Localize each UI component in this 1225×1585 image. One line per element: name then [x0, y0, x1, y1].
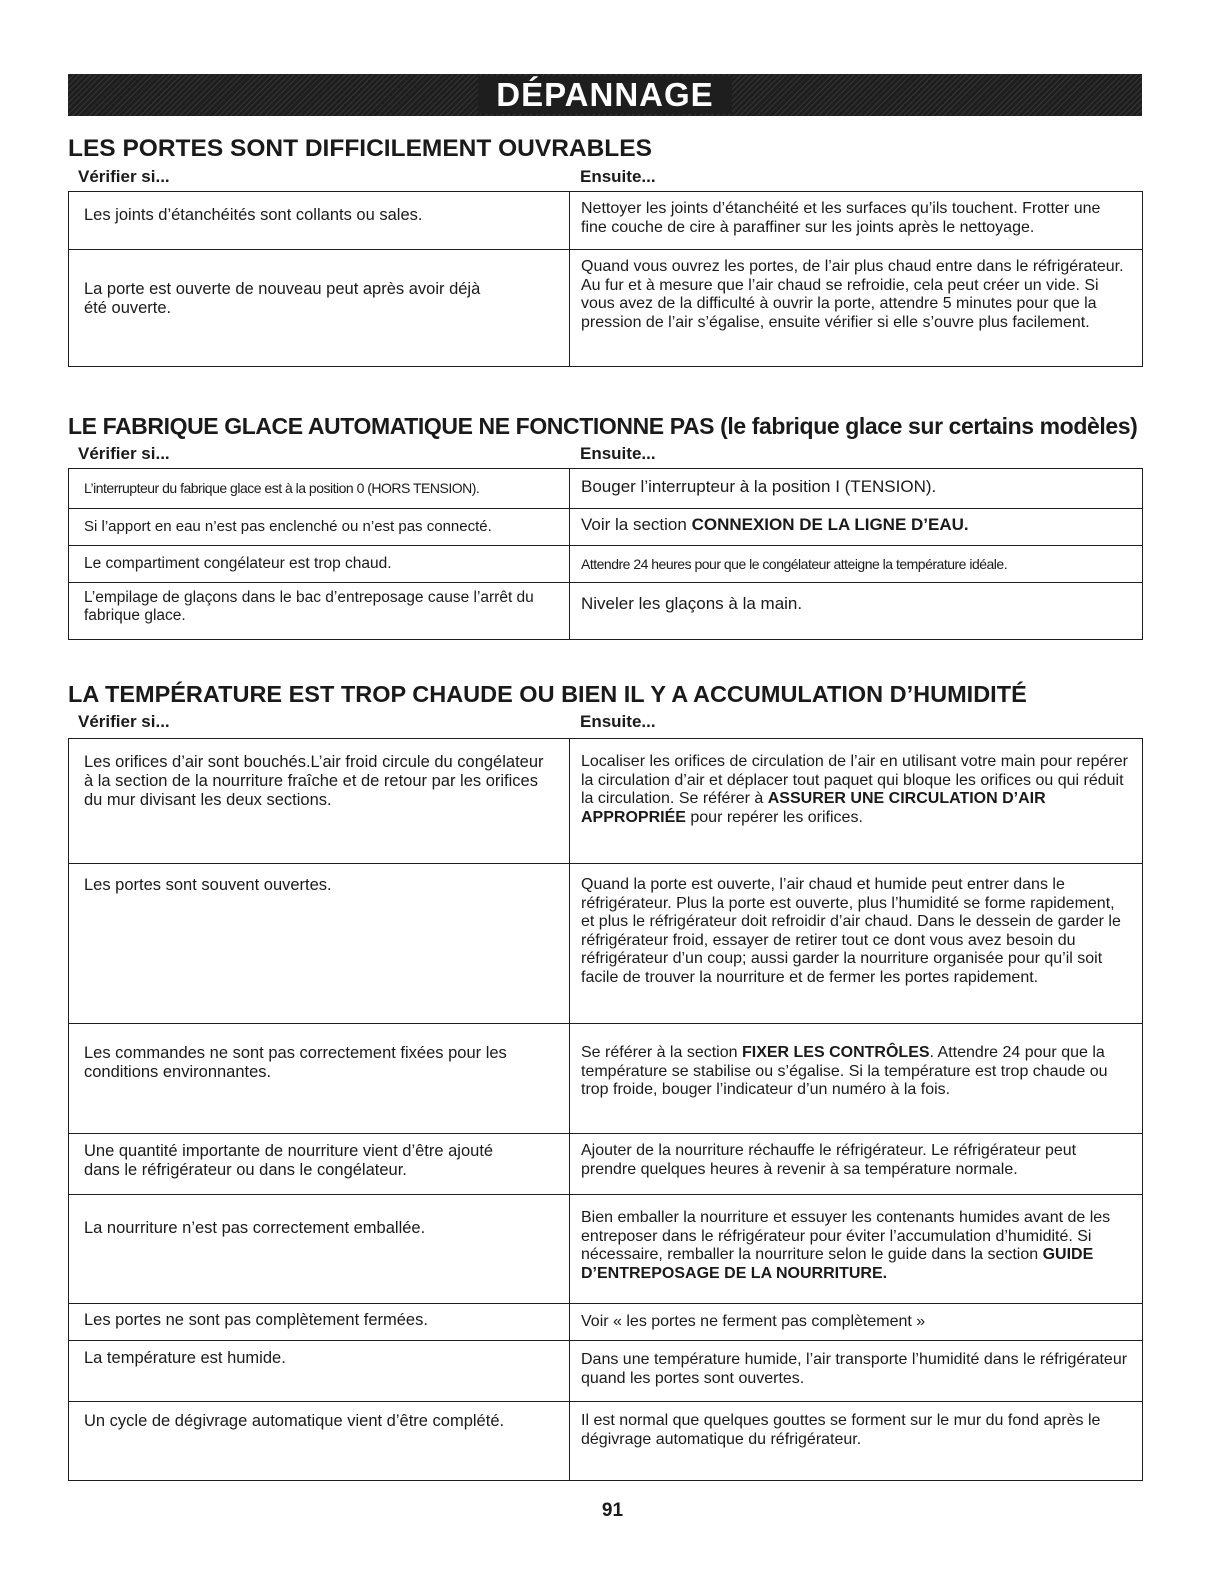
table-row [69, 509, 1142, 546]
section-reference: FIXER LES CONTRÔLES [741, 1044, 930, 1061]
page-number: 91 [601, 1500, 624, 1521]
check-cell: La porte est ouverte de nouveau peut après avoir déjà été ouverte. [69, 250, 570, 366]
section-banner [68, 74, 1142, 116]
check-cell: Les commandes ne sont pas correctement fixées pour les conditions environnantes. [69, 1024, 570, 1133]
column-header-check: Vérifier si... [78, 167, 170, 186]
section-reference: ASSURER UNE CIRCULATION D’AIR APPROPRIÉE [581, 790, 1046, 826]
solution-text: Bien emballer la nourriture et essuyer les contenants humides avant de les entreposer dans le réfrigérateur pour éviter l’accumulation d’humidité. Si nécessaire, remballer la nourriture selon le guide dans la section [581, 1209, 1111, 1263]
then-cell [570, 1195, 1142, 1303]
column-headers [68, 444, 1143, 468]
solution-text: Il est normal que quelques gouttes se forment sur le mur du fond après le dégivrage automatique du réfrigérateur. [581, 1412, 1101, 1448]
section-ice-maker [68, 412, 1143, 640]
then-cell [570, 509, 1142, 545]
solution-text: Se référer à la section [581, 1044, 742, 1061]
solution-text: pour repérer les orifices. [685, 808, 863, 826]
table-row [69, 192, 1142, 250]
check-cell: L’interrupteur du fabrique glace est à la position 0 (HORS TENSION). [69, 469, 570, 508]
section-title: LES PORTES SONT DIFFICILEMENT OUVRABLES [68, 135, 652, 162]
check-cell: Une quantité importante de nourriture vient d’être ajouté dans le réfrigérateur ou dans le congélateur. [69, 1134, 570, 1194]
then-cell [570, 1402, 1142, 1480]
table-row [69, 1134, 1142, 1195]
table-row [69, 1341, 1142, 1402]
check-cell: Les joints d’étanchéités sont collants ou sales. [69, 192, 570, 249]
troubleshooting-table [68, 191, 1143, 367]
check-cell: La température est humide. [69, 1341, 570, 1401]
solution-text: Ajouter de la nourriture réchauffe le réfrigérateur. Le réfrigérateur peut prendre quelques heures à revenir à sa température normale. [581, 1142, 1077, 1178]
troubleshooting-table [68, 738, 1143, 1481]
then-cell [570, 1134, 1142, 1194]
solution-text: Attendre 24 heures pour que le congélateur atteigne la température idéale. [581, 556, 1008, 572]
column-header-then: Ensuite... [580, 444, 656, 463]
banner-title: DÉPANNAGE [478, 76, 731, 114]
troubleshooting-table [68, 468, 1143, 640]
column-headers [68, 712, 1143, 738]
column-header-check: Vérifier si... [78, 444, 170, 463]
then-cell [570, 1024, 1142, 1133]
section-doors-hard-to-open [68, 135, 1143, 367]
check-cell: La nourriture n’est pas correctement emballée. [69, 1195, 570, 1303]
section-title: LA TEMPÉRATURE EST TROP CHAUDE OU BIEN IL Y A ACCUMULATION D’HUMIDITÉ [68, 681, 1027, 707]
solution-text: Quand vous ouvrez les portes, de l’air plus chaud entre dans le réfrigérateur. Au fur et à mesure que l’air chaud se refroidie, cela peut créer un vide. Si vous avez de la difficulté à ouvrir la porte, attendre 5 minutes pour que la pression de l’air s’égalise, ensuite vérifier si elle s’ouvre plus facilement. [581, 258, 1124, 331]
table-row [69, 739, 1142, 864]
then-cell [570, 192, 1142, 249]
check-cell: Le compartiment congélateur est trop chaud. [69, 546, 570, 582]
check-cell: Les orifices d’air sont bouchés.L’air froid circule du congélateur à la section de la nourriture fraîche et de retour par les orifices du mur divisant les deux sections. [69, 739, 570, 863]
check-cell: L’empilage de glaçons dans le bac d’entreposage cause l’arrêt du fabrique glace. [69, 583, 570, 639]
column-headers [68, 167, 1143, 191]
check-cell: Les portes sont souvent ouvertes. [69, 864, 570, 1023]
section-temperature-humidity [68, 680, 1143, 1481]
solution-text: Quand la porte est ouverte, l’air chaud et humide peut entrer dans le réfrigérateur. Plus la porte est ouverte, plus l’humidité se forme rapidement, et plus le réfrigérateur doit refroidir d’air chaud. Dans le dessein de garder le réfrigérateur froid, essayer de retirer tout ce dont vous avez besoin du réfrigérateur d’un coup; aussi garder la nourriture organisée pour qu’il soit facile de trouver la nourriture et de fermer les portes rapidement. [581, 876, 1121, 986]
table-row [69, 1195, 1142, 1304]
section-reference: CONNEXION DE LA LIGNE D’EAU. [691, 515, 969, 534]
solution-text: Bouger l’interrupteur à la position I (TENSION). [581, 477, 937, 496]
table-row [69, 469, 1142, 509]
solution-text: Localiser les orifices de circulation de l’air en utilisant votre main pour repérer la circulation d’air et déplacer tout paquet qui bloque les orifices ou qui réduit la circulation. Se référer à [581, 753, 1128, 807]
solution-text: . Attendre 24 pour que la température se stabilise ou s’égalise. Si la température est trop chaude ou trop froide, bouger l’indicateur d’un numéro à la fois. [581, 1044, 1108, 1098]
section-title: LE FABRIQUE GLACE AUTOMATIQUE NE FONCTIONNE PAS (le fabrique glace sur certains modèles) [68, 413, 1138, 439]
column-header-then: Ensuite... [580, 712, 656, 731]
then-cell [570, 1341, 1142, 1401]
then-cell [570, 469, 1142, 508]
then-cell [570, 739, 1142, 863]
solution-text: Voir la section [581, 515, 692, 534]
column-header-then: Ensuite... [580, 167, 656, 186]
then-cell [570, 250, 1142, 366]
table-row [69, 1304, 1142, 1341]
table-row [69, 1024, 1142, 1134]
then-cell [570, 583, 1142, 639]
then-cell [570, 1304, 1142, 1340]
check-cell: Les portes ne sont pas complètement fermées. [69, 1304, 570, 1340]
table-row [69, 1402, 1142, 1481]
then-cell [570, 864, 1142, 1023]
check-cell: Si l’apport en eau n’est pas enclenché ou n’est pas connecté. [69, 509, 570, 545]
solution-text: Dans une température humide, l’air transporte l’humidité dans le réfrigérateur quand les portes sont ouvertes. [581, 1351, 1128, 1387]
column-header-check: Vérifier si... [78, 712, 170, 731]
table-row [69, 583, 1142, 640]
check-cell: Un cycle de dégivrage automatique vient d’être complété. [69, 1402, 570, 1480]
solution-text: Nettoyer les joints d’étanchéité et les surfaces qu’ils touchent. Frotter une fine couche de cire à paraffiner sur les joints après le nettoyage. [581, 200, 1101, 236]
table-row [69, 864, 1142, 1024]
table-row [69, 546, 1142, 583]
solution-text: Niveler les glaçons à la main. [581, 594, 803, 613]
solution-text: Voir « les portes ne ferment pas complètement » [581, 1313, 926, 1330]
section-reference: GUIDE D’ENTREPOSAGE DE LA NOURRITURE. [581, 1246, 1094, 1282]
table-row [69, 250, 1142, 367]
then-cell [570, 546, 1142, 582]
